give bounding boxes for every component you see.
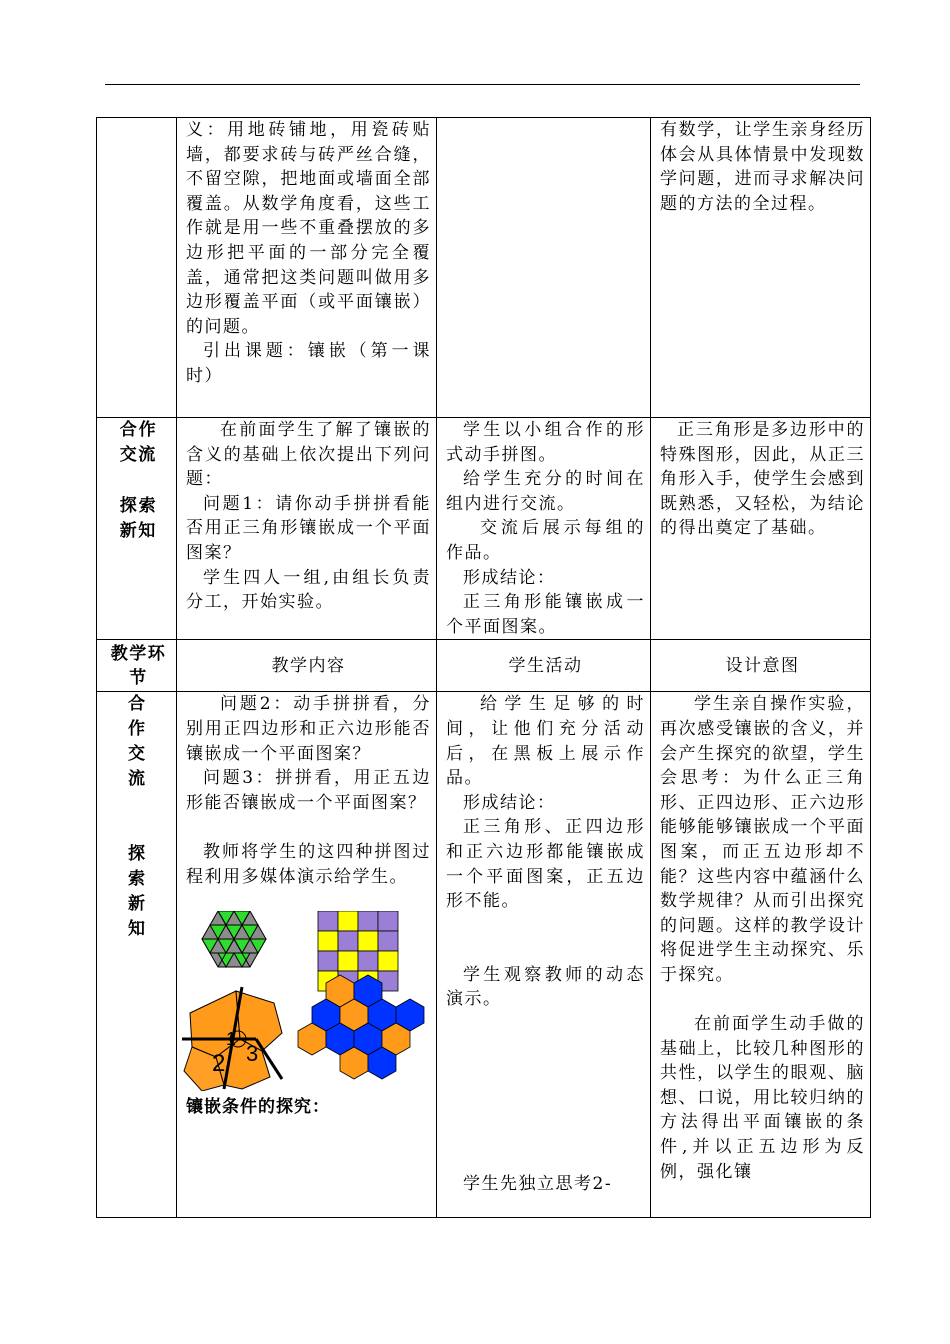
activity-paragraph: 正三角形、正四边形和正六边形都能镶嵌成一个平面图案，正五边形不能。 (446, 817, 645, 912)
section-heading: 镶嵌条件的探究： (186, 1097, 330, 1118)
content-cell (177, 418, 437, 640)
activity-paragraph: 交流后展示每组的作品。 (446, 518, 645, 563)
table-header-row (97, 640, 871, 692)
hexagon-tessellation (298, 975, 424, 1079)
stage-char: 交 (128, 744, 145, 765)
intent-cell (651, 418, 871, 640)
activity-paragraph: 学生先独立思考2- (463, 1173, 613, 1194)
content-paragraph: 教师将学生的这四种拼图过程利用多媒体演示给学生。 (186, 841, 431, 887)
intent-paragraph: 学生亲自操作实验，再次感受镶嵌的含义，并会产生探究的欲望，学生会思考：为什么正三角形、正四边形、正六边形能够能够镶嵌成一个平面图案，而正五边形却不能？这些内容中蕴涵什么数学规律？从而引出探究的问题。这样的教学设计将促进学生主动探究、乐于探究。 (660, 694, 865, 985)
table-row-problem1 (97, 418, 871, 640)
content-paragraph: 问题2：动手拼拼看，分别用正四边形和正六边形能否镶嵌成一个平面图案？ (186, 694, 431, 764)
activity-paragraph: 学生以小组合作的形式动手拼图。 (446, 420, 645, 465)
lesson-plan-table (96, 117, 871, 1218)
stage-char: 新 (128, 894, 145, 915)
table-row-intro (97, 118, 871, 418)
triangle-tessellation (202, 911, 266, 967)
intent-cell (651, 118, 871, 418)
stage-label: 合作交流 (119, 420, 158, 465)
stage-char: 探 (128, 844, 145, 865)
content-paragraph: 在前面学生了解了镶嵌的含义的基础上依次提出下列问题： (186, 420, 431, 490)
content-cell (177, 118, 437, 418)
activity-cell-empty (437, 118, 651, 418)
content-paragraph: 引出课题：镶嵌（第一课时） (186, 341, 431, 386)
activity-paragraph: 学生观察教师的动态演示。 (446, 964, 645, 1010)
stage-cell (97, 418, 177, 640)
stage-char: 索 (128, 869, 145, 890)
activity-paragraph: 给学生足够的时间，让他们充分活动后，在黑板上展示作品。 (446, 694, 645, 789)
square-tessellation (318, 911, 398, 991)
intent-cell (651, 692, 871, 1218)
content-cell (177, 692, 437, 1218)
angle-label-3: 3 (246, 1041, 260, 1067)
header-intent: 设计意图 (651, 640, 871, 692)
stage-char: 知 (128, 919, 145, 940)
tessellation-figure (178, 911, 428, 1091)
stage-char: 作 (128, 719, 145, 740)
header-activity: 学生活动 (437, 640, 651, 692)
table-row-problem23 (97, 692, 871, 1218)
activity-paragraph: 形成结论： (463, 792, 556, 813)
content-paragraph: 学生四人一组,由组长负责分工，开始实验。 (186, 567, 431, 613)
content-paragraph: 义：用地砖铺地，用瓷砖贴墙，都要求砖与砖严丝合缝，不留空隙，把地面或墙面全部覆盖。从数学角度看，这些工作就是用一些不重叠摆放的多边形把平面的一部分完全覆盖，通常把这类问题叫做用多边形覆盖平面（或平面镶嵌）的问题。 (186, 120, 431, 337)
activity-paragraph: 给学生充分的时间在组内进行交流。 (446, 469, 645, 514)
stage-cell-empty (97, 118, 177, 418)
header-content: 教学内容 (177, 640, 437, 692)
intent-paragraph: 有数学，让学生亲身经历体会从具体情景中发现数学问题，进而寻求解决问题的方法的全过程。 (660, 120, 865, 214)
activity-paragraph: 正三角形能镶嵌成一个平面图案。 (446, 592, 645, 637)
stage-char: 合 (128, 694, 145, 715)
content-paragraph: 问题1：请你动手拼拼看能否用正三角形镶嵌成一个平面图案？ (186, 493, 431, 563)
header-stage-label: 教学环节 (110, 643, 167, 688)
intent-paragraph: 正三角形是多边形中的特殊图形，因此，从正三角形入手，使学生会感到既熟悉，又轻松，为结论的得出奠定了基础。 (660, 420, 865, 539)
stage-char: 流 (128, 769, 145, 790)
content-paragraph: 问题3：拼拼看，用正五边形能否镶嵌成一个平面图案？ (186, 768, 431, 813)
angle-label-1: 1 (226, 1029, 238, 1050)
stage-label: 探索新知 (119, 496, 158, 541)
activity-paragraph: 形成结论： (463, 567, 556, 588)
activity-cell (437, 418, 651, 640)
header-rule (105, 84, 860, 85)
intent-paragraph: 在前面学生动手做的基础上，比较几种图形的共性，以学生的眼观、脑想、口说，用比较归纳的方法得出平面镶嵌的条件,并以正五边形为反例，强化镶 (660, 1014, 865, 1182)
header-stage (97, 640, 177, 692)
angle-label-2: 2 (212, 1050, 227, 1078)
activity-cell (437, 692, 651, 1218)
stage-cell (97, 692, 177, 1218)
